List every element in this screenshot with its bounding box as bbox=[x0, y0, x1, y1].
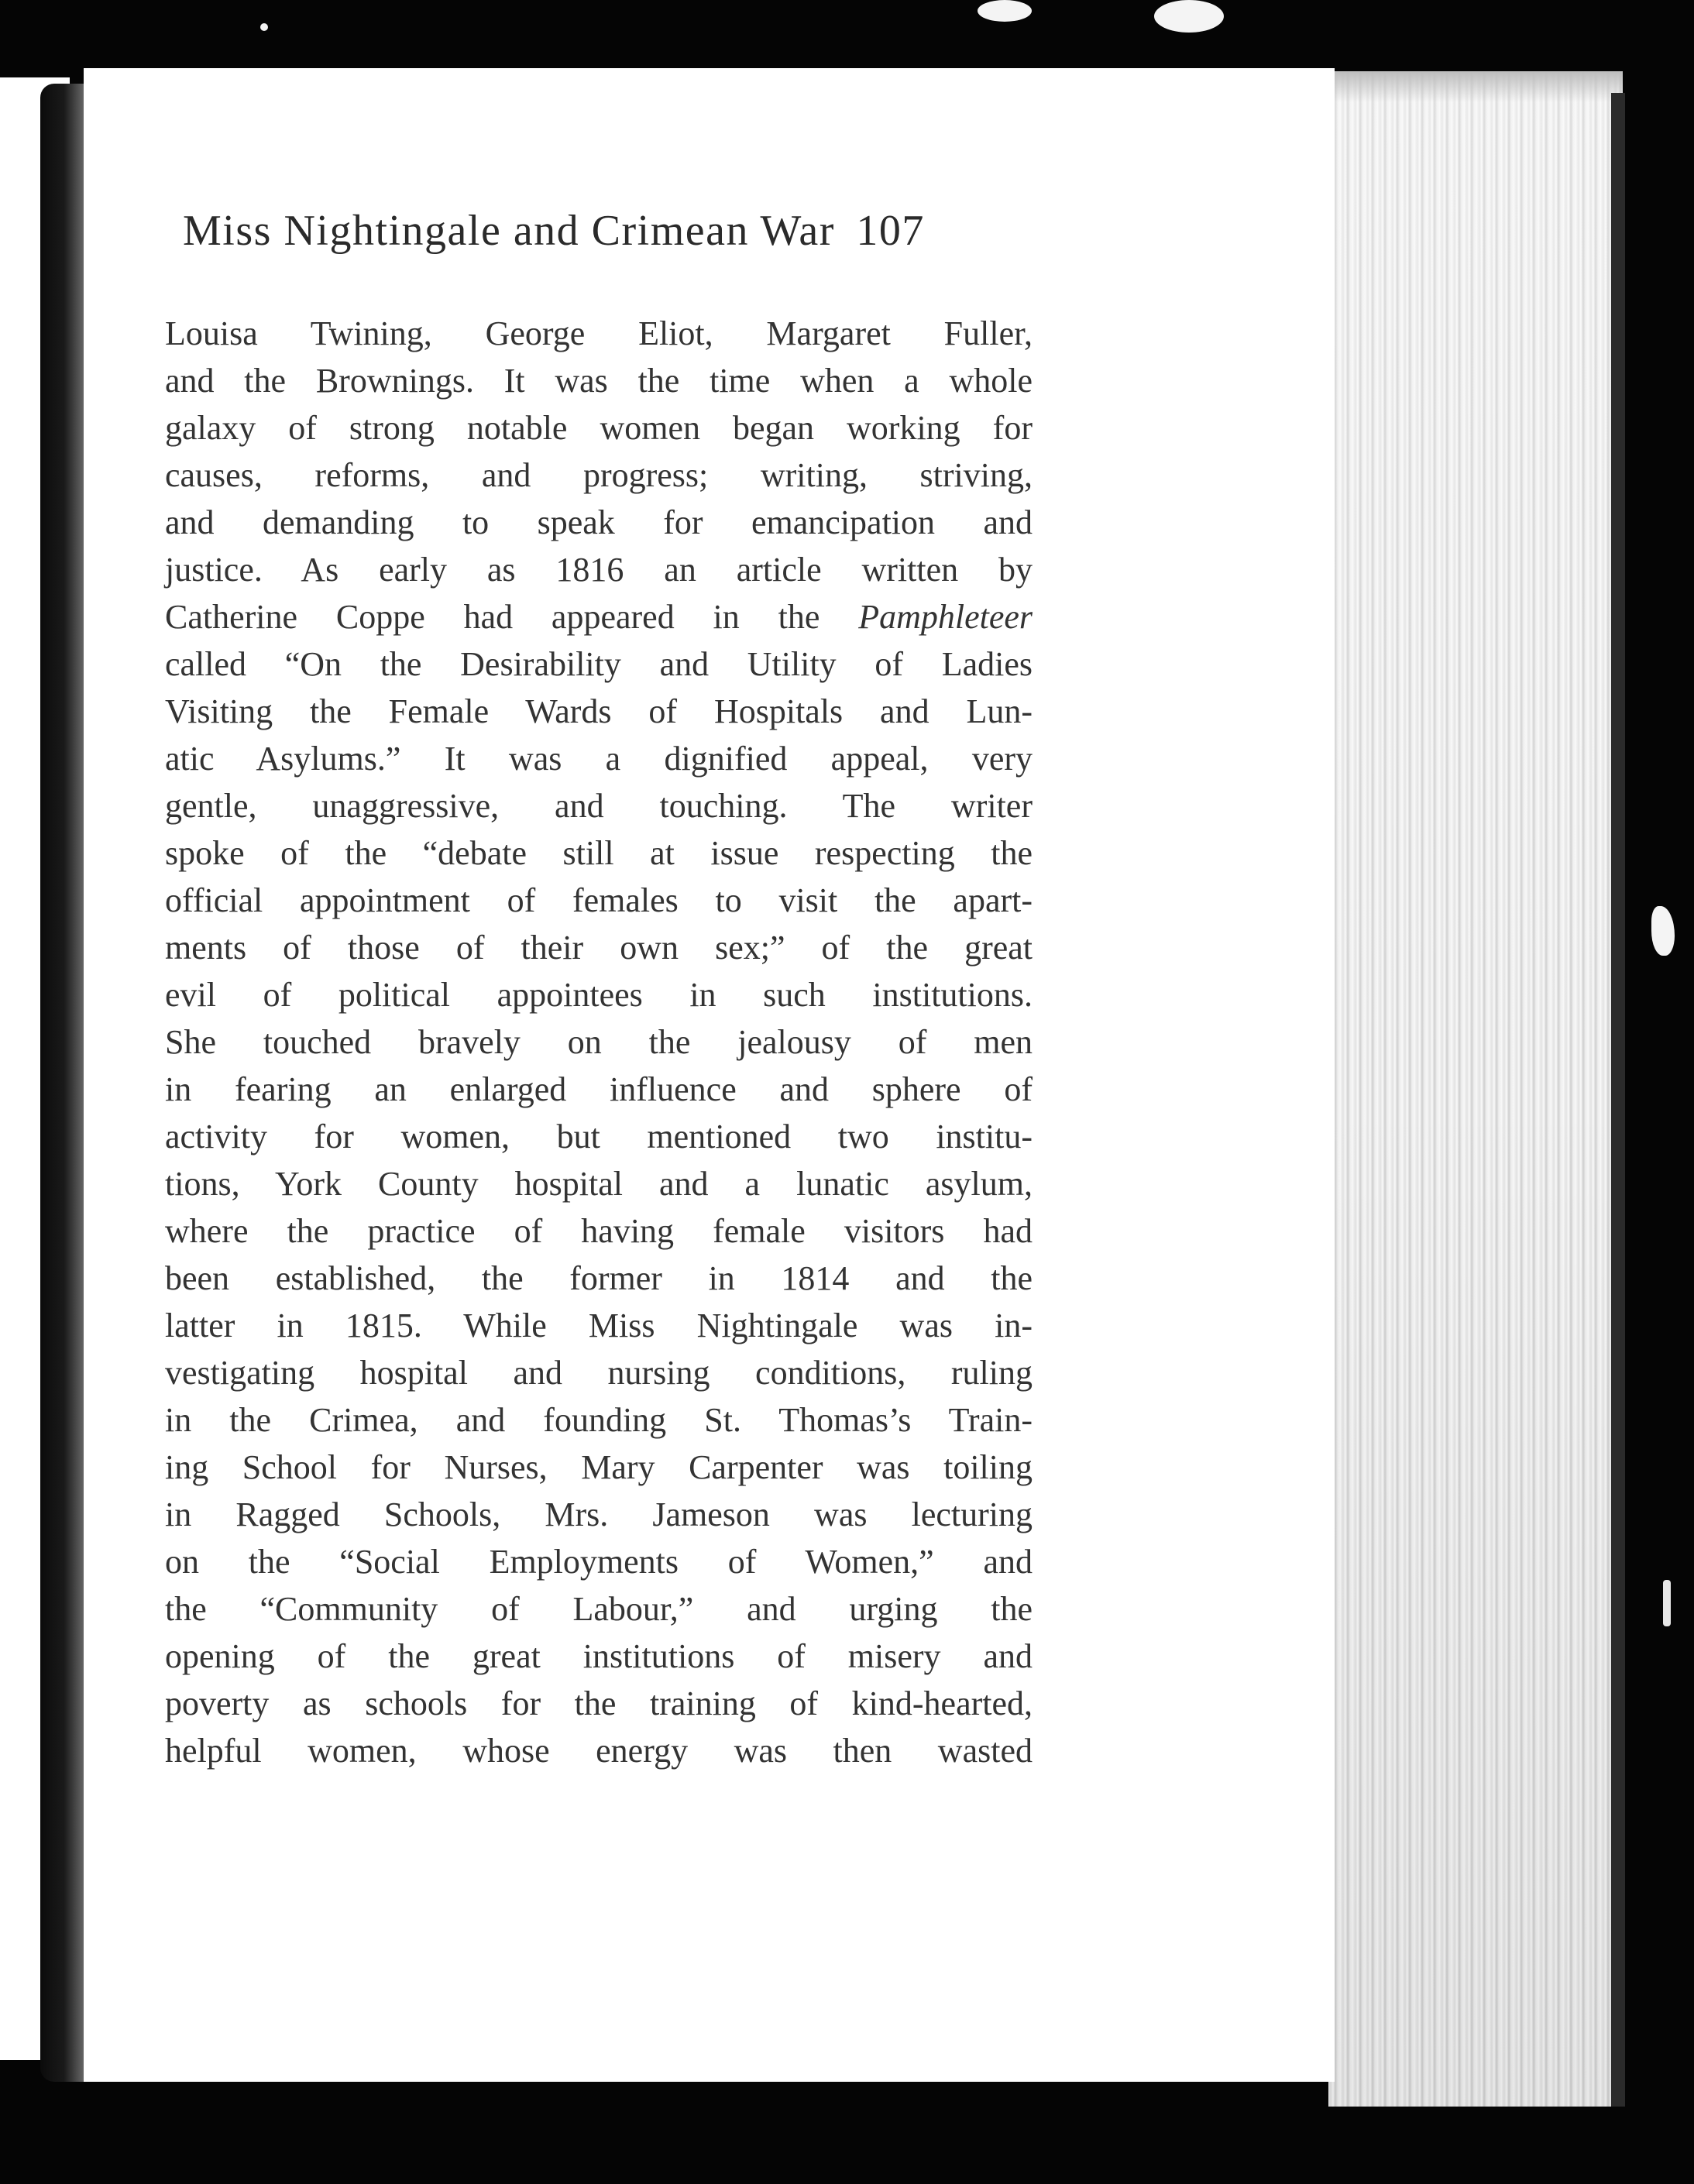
text-line: opening of the great institutions of misery and bbox=[165, 1637, 1033, 1675]
text-line: helpful women, whose energy was then wasted bbox=[165, 1732, 1033, 1770]
text-line: ing School for Nurses, Mary Carpenter was toiling bbox=[165, 1448, 1033, 1486]
scan-speck bbox=[260, 23, 268, 31]
body-text bbox=[165, 310, 1033, 1774]
running-title: Miss Nightingale and Crimean War bbox=[183, 207, 835, 255]
text-line: galaxy of strong notable women began working for bbox=[165, 409, 1033, 447]
text-line: official appointment of females to visit the apart- bbox=[165, 881, 1033, 919]
italic-title: Pamphleteer bbox=[858, 598, 1033, 636]
text-line: Visiting the Female Wards of Hospitals and Lun- bbox=[165, 692, 1033, 730]
scan-speck bbox=[978, 0, 1032, 22]
text-line: vestigating hospital and nursing conditions, ruling bbox=[165, 1354, 1033, 1392]
text-line: and demanding to speak for emancipation and bbox=[165, 503, 1033, 541]
scan-speck bbox=[1651, 906, 1675, 956]
page-edges-shading bbox=[1328, 71, 1623, 2107]
text-line: where the practice of having female visitors had bbox=[165, 1212, 1033, 1250]
text-line: gentle, unaggressive, and touching. The writer bbox=[165, 787, 1033, 825]
text-line: in the Crimea, and founding St. Thomas’s Train- bbox=[165, 1401, 1033, 1439]
text-line: ments of those of their own sex;” of the great bbox=[165, 929, 1033, 967]
text-line: called “On the Desirability and Utility of Ladies bbox=[165, 645, 1033, 683]
text-line: activity for women, but mentioned two institu- bbox=[165, 1118, 1033, 1156]
text-line: latter in 1815. While Miss Nightingale was in- bbox=[165, 1307, 1033, 1344]
text-line: the “Community of Labour,” and urging the bbox=[165, 1590, 1033, 1628]
running-header bbox=[183, 206, 1035, 256]
text-line: She touched bravely on the jealousy of men bbox=[165, 1023, 1033, 1061]
text-line: in fearing an enlarged influence and sphere of bbox=[165, 1070, 1033, 1108]
page-number: 107 bbox=[856, 207, 925, 255]
text-line: spoke of the “debate still at issue respecting the bbox=[165, 834, 1033, 872]
scan-speck bbox=[1663, 1580, 1671, 1626]
text-line: poverty as schools for the training of kind-hearted, bbox=[165, 1684, 1033, 1722]
text-line: Catherine Coppe had appeared in the Pamphleteer bbox=[165, 598, 1033, 636]
text-line: tions, York County hospital and a lunatic asylum, bbox=[165, 1165, 1033, 1203]
text-line: evil of political appointees in such institutions. bbox=[165, 976, 1033, 1014]
text-line: and the Brownings. It was the time when a whole bbox=[165, 362, 1033, 400]
page-edges-top-shadow bbox=[1328, 71, 1623, 102]
text-line: causes, reforms, and progress; writing, striving, bbox=[165, 456, 1033, 494]
text-line: on the “Social Employments of Women,” and bbox=[165, 1543, 1033, 1581]
text-line: in Ragged Schools, Mrs. Jameson was lecturing bbox=[165, 1495, 1033, 1533]
book-cover-rim bbox=[1611, 93, 1625, 2107]
text-line: Louisa Twining, George Eliot, Margaret Fuller, bbox=[165, 314, 1033, 352]
text-line: atic Asylums.” It was a dignified appeal, very bbox=[165, 740, 1033, 778]
text-line: been established, the former in 1814 and the bbox=[165, 1259, 1033, 1297]
text-line: justice. As early as 1816 an article written by bbox=[165, 551, 1033, 589]
scan-speck bbox=[1154, 0, 1224, 33]
